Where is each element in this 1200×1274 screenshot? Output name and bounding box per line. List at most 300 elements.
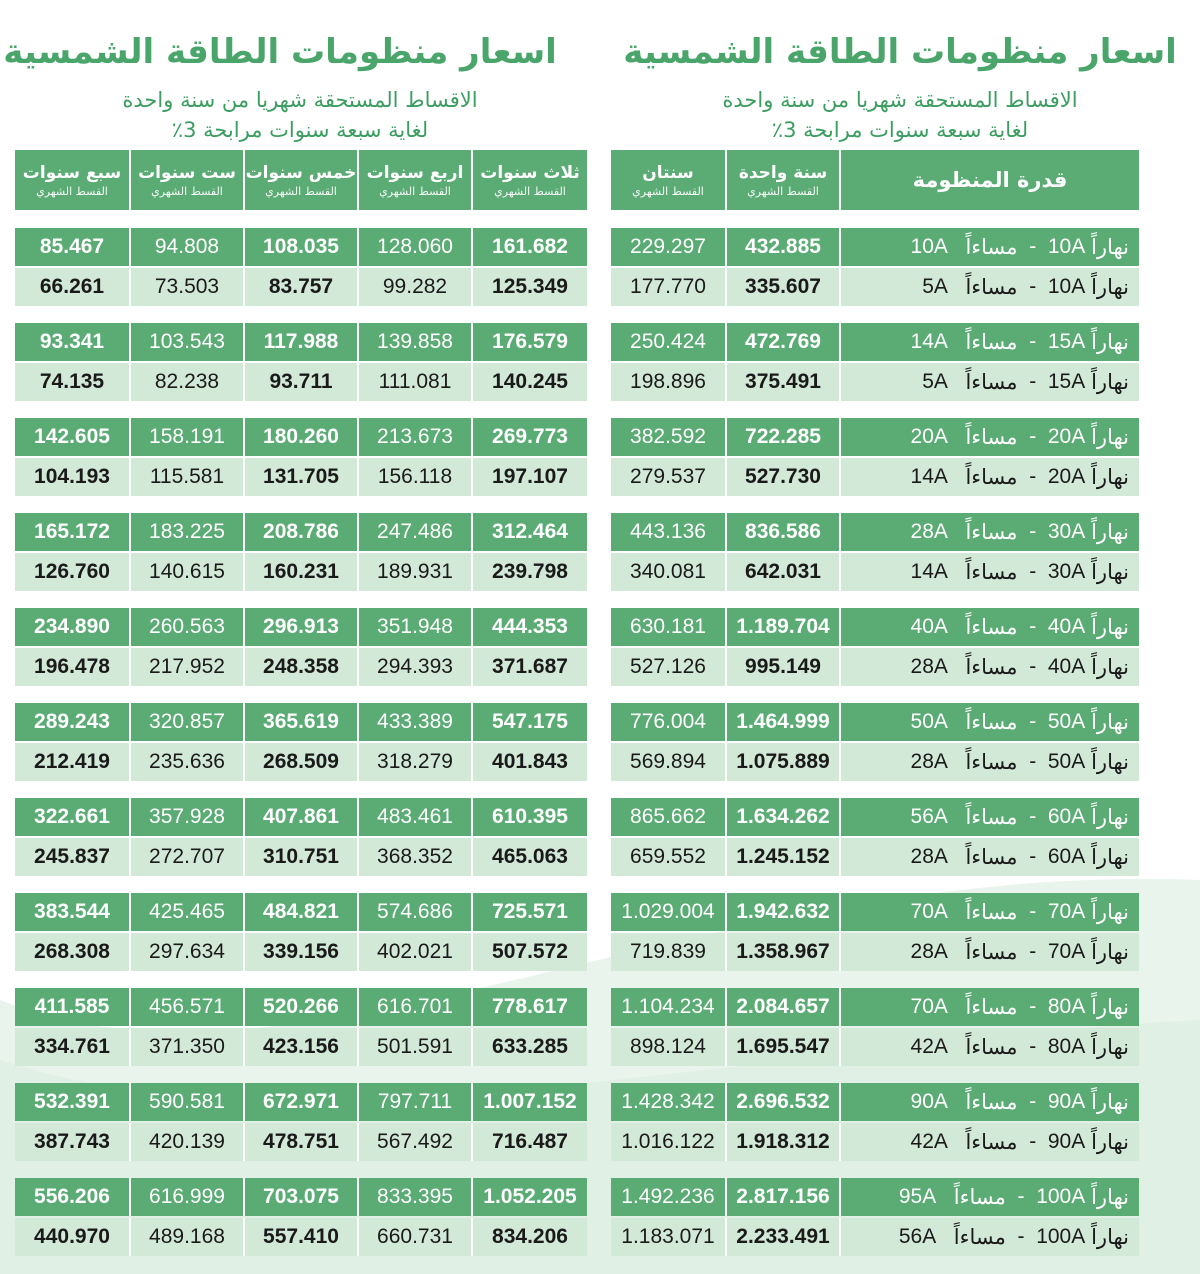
table-row [611,1178,1139,1216]
price-cell-two-years: 719.839 [611,933,725,971]
price-cell-one-year: 1.942.632 [725,893,839,931]
table-row [611,553,1139,591]
night-label: مساءاً [965,1035,1018,1059]
capacity-cell [839,988,1139,1026]
night-label: مساءاً [965,560,1018,584]
price-cell: 260.563 [129,608,243,646]
price-cell-two-years: 1.029.004 [611,893,725,931]
capacity-cell [839,608,1139,646]
night-amps: 20A [910,425,948,448]
price-cell: 74.135 [15,363,129,401]
price-cell-one-year: 1.634.262 [725,798,839,836]
spacer [948,710,966,734]
left-header-cell [357,150,471,210]
price-cell: 716.487 [471,1123,587,1161]
price-cell-one-year: 2.817.156 [725,1178,839,1216]
price-cell: 440.970 [15,1218,129,1256]
night-amps: 70A [910,995,948,1018]
night-label: مساءاً [965,710,1018,734]
price-cell: 142.605 [15,418,129,456]
day-amps: 90A [1047,1090,1086,1113]
table-row [15,988,587,1026]
price-cell-two-years: 340.081 [611,553,725,591]
night-amps: 5A [922,370,948,393]
price-cell: 245.837 [15,838,129,876]
price-cell: 318.279 [357,743,471,781]
spacer [936,1225,954,1249]
night-label: مساءاً [965,425,1018,449]
price-cell: 126.760 [15,553,129,591]
spacer [948,275,966,299]
price-cell-one-year: 2.084.657 [725,988,839,1026]
price-cell: 269.773 [471,418,587,456]
day-amps: 100A [1036,1225,1086,1248]
dash: - [1017,655,1048,678]
left-header-sub: القسط الشهري [151,184,223,198]
capacity-cell [839,743,1139,781]
table-row [611,1218,1139,1256]
day-amps: 90A [1047,1130,1086,1153]
day-amps: 60A [1047,845,1086,868]
day-label: نهاراً [1091,560,1129,584]
table-row [611,838,1139,876]
price-cell: 411.585 [15,988,129,1026]
price-cell: 160.231 [243,553,357,591]
price-cell: 368.352 [357,838,471,876]
price-cell-one-year: 722.285 [725,418,839,456]
dash: - [1017,1090,1048,1113]
day-amps: 40A [1047,615,1086,638]
price-cell-one-year: 1.918.312 [725,1123,839,1161]
night-label: مساءاً [965,235,1018,259]
capacity-cell [839,228,1139,266]
night-amps: 14A [910,465,948,488]
price-cell: 834.206 [471,1218,587,1256]
price-cell-two-years: 279.537 [611,458,725,496]
price-cell-two-years: 1.016.122 [611,1123,725,1161]
capacity-cell [839,838,1139,876]
price-cell: 501.591 [357,1028,471,1066]
spacer [948,465,966,489]
day-label: نهاراً [1091,1035,1129,1059]
table-row [611,323,1139,361]
price-cell: 111.081 [357,363,471,401]
dash: - [1005,1185,1037,1208]
price-cell: 387.743 [15,1123,129,1161]
dash: - [1017,275,1048,298]
price-cell: 433.389 [357,703,471,741]
price-cell: 465.063 [471,838,587,876]
price-cell-one-year: 527.730 [725,458,839,496]
price-cell: 297.634 [129,933,243,971]
price-cell: 532.391 [15,1083,129,1121]
day-amps: 60A [1047,805,1086,828]
table-row [15,1218,587,1256]
dash: - [1017,845,1048,868]
price-cell: 725.571 [471,893,587,931]
price-cell: 703.075 [243,1178,357,1216]
dash: - [1017,900,1048,923]
table-row [15,743,587,781]
table-row [15,648,587,686]
night-label: مساءاً [965,520,1018,544]
day-label: نهاراً [1091,370,1129,394]
dash: - [1017,1035,1048,1058]
price-cell: 383.544 [15,893,129,931]
price-cell-two-years: 659.552 [611,838,725,876]
price-cell: 507.572 [471,933,587,971]
night-amps: 95A [898,1185,937,1208]
left-header-cell [15,150,129,210]
dash: - [1017,235,1048,258]
day-label: نهاراً [1091,465,1129,489]
night-label: مساءاً [965,615,1018,639]
table-row [611,703,1139,741]
spacer [948,330,966,354]
spacer [948,940,966,964]
price-cell: 312.464 [471,513,587,551]
day-amps: 70A [1047,900,1086,923]
day-amps: 20A [1047,425,1086,448]
price-cell: 778.617 [471,988,587,1026]
price-cell: 176.579 [471,323,587,361]
day-label: نهاراً [1091,900,1129,924]
price-cell: 567.492 [357,1123,471,1161]
price-cell: 320.857 [129,703,243,741]
price-cell: 833.395 [357,1178,471,1216]
left-header-sub: القسط الشهري [379,184,451,198]
day-label: نهاراً [1091,845,1129,869]
price-cell: 66.261 [15,268,129,306]
day-label: نهاراً [1091,275,1129,299]
night-label: مساءاً [965,805,1018,829]
table-row [15,363,587,401]
day-amps: 30A [1047,520,1086,543]
price-cell: 82.238 [129,363,243,401]
left-header-cell [243,150,357,210]
table-row [15,1123,587,1161]
capacity-cell [839,798,1139,836]
price-cell-one-year: 995.149 [725,648,839,686]
day-label: نهاراً [1091,1090,1129,1114]
capacity-cell [839,418,1139,456]
price-cell: 268.509 [243,743,357,781]
price-cell: 547.175 [471,703,587,741]
day-amps: 10A [1047,275,1086,298]
night-amps: 28A [910,750,948,773]
spacer [948,1130,966,1154]
capacity-cell [839,1028,1139,1066]
price-cell-one-year: 1.695.547 [725,1028,839,1066]
table-row [611,648,1139,686]
price-cell: 456.571 [129,988,243,1026]
night-amps: 56A [910,805,948,828]
table-row [611,1028,1139,1066]
price-cell: 483.461 [357,798,471,836]
left-header-sub: القسط الشهري [494,184,566,198]
table-row [611,608,1139,646]
spacer [936,1185,954,1209]
spacer [948,655,966,679]
right-subtitle-2: لغاية سبعة سنوات مرابحة 3٪ [771,118,1029,142]
spacer [948,1090,966,1114]
night-label: مساءاً [965,1130,1018,1154]
day-amps: 80A [1047,995,1086,1018]
table-row [611,458,1139,496]
dash: - [1017,750,1048,773]
spacer [948,845,966,869]
table-row [611,1083,1139,1121]
price-cell: 272.707 [129,838,243,876]
table-row [15,228,587,266]
price-cell: 213.673 [357,418,471,456]
price-cell: 158.191 [129,418,243,456]
day-label: نهاراً [1091,1185,1129,1209]
table-row [611,363,1139,401]
price-cell-one-year: 375.491 [725,363,839,401]
left-subtitle-1: الاقساط المستحقة شهريا من سنة واحدة [122,88,478,112]
price-cell: 131.705 [243,458,357,496]
price-cell: 235.636 [129,743,243,781]
night-amps: 70A [910,900,948,923]
price-cell-two-years: 177.770 [611,268,725,306]
day-amps: 50A [1047,710,1086,733]
table-row [611,1123,1139,1161]
capacity-cell [839,363,1139,401]
price-cell: 180.260 [243,418,357,456]
price-cell-one-year: 1.189.704 [725,608,839,646]
dash: - [1017,465,1048,488]
night-label: مساءاً [965,900,1018,924]
price-cell-two-years: 898.124 [611,1028,725,1066]
day-label: نهاراً [1091,995,1129,1019]
price-cell: 401.843 [471,743,587,781]
price-cell: 590.581 [129,1083,243,1121]
capacity-cell [839,1178,1139,1216]
right-subtitle-1: الاقساط المستحقة شهريا من سنة واحدة [722,88,1078,112]
dash: - [1017,330,1048,353]
day-label: نهاراً [1091,750,1129,774]
table-row [15,838,587,876]
night-label: مساءاً [965,275,1018,299]
table-row [15,1178,587,1216]
price-cell: 128.060 [357,228,471,266]
spacer [948,805,966,829]
dash: - [1017,520,1048,543]
left-header-label: خمس سنوات [245,162,357,183]
price-cell: 489.168 [129,1218,243,1256]
price-cell-one-year: 2.696.532 [725,1083,839,1121]
price-cell: 93.711 [243,363,357,401]
right-title: اسعار منظومات الطاقة الشمسية [623,32,1177,72]
day-amps: 40A [1047,655,1086,678]
table-row [611,893,1139,931]
price-cell: 294.393 [357,648,471,686]
capacity-cell [839,1123,1139,1161]
day-amps: 100A [1036,1185,1086,1208]
price-cell: 484.821 [243,893,357,931]
left-table-header [15,150,587,210]
table-row [15,798,587,836]
day-amps: 30A [1047,560,1086,583]
night-amps: 56A [898,1225,937,1248]
left-header-cell [471,150,587,210]
price-cell-two-years: 865.662 [611,798,725,836]
night-amps: 42A [910,1035,948,1058]
price-cell: 239.798 [471,553,587,591]
night-amps: 5A [922,275,948,298]
spacer [948,995,966,1019]
night-amps: 28A [910,940,948,963]
left-header-sub: القسط الشهري [265,184,337,198]
price-cell: 296.913 [243,608,357,646]
night-amps: 28A [910,655,948,678]
price-cell: 334.761 [15,1028,129,1066]
price-cell-two-years: 198.896 [611,363,725,401]
day-label: نهاراً [1091,805,1129,829]
price-cell: 165.172 [15,513,129,551]
price-cell: 103.543 [129,323,243,361]
price-cell-two-years: 443.136 [611,513,725,551]
dash: - [1017,710,1048,733]
price-cell: 117.988 [243,323,357,361]
table-row [611,268,1139,306]
table-row [15,513,587,551]
price-cell: 797.711 [357,1083,471,1121]
right-table-header [611,150,1139,210]
price-cell-two-years: 1.492.236 [611,1178,725,1216]
capacity-cell [839,553,1139,591]
price-cell-one-year: 836.586 [725,513,839,551]
price-cell: 407.861 [243,798,357,836]
night-amps: 28A [910,845,948,868]
price-cell: 189.931 [357,553,471,591]
price-cell: 351.948 [357,608,471,646]
table-row [15,553,587,591]
right-header-sub: القسط الشهري [747,184,819,198]
price-cell: 183.225 [129,513,243,551]
price-cell: 289.243 [15,703,129,741]
day-label: نهاراً [1091,655,1129,679]
left-header-label: سبع سنوات [22,162,122,183]
spacer [948,235,966,259]
day-amps: 10A [1047,235,1086,258]
price-cell-two-years: 630.181 [611,608,725,646]
dash: - [1005,1225,1037,1248]
price-cell: 425.465 [129,893,243,931]
capacity-cell [839,1083,1139,1121]
spacer [948,1035,966,1059]
price-cell: 610.395 [471,798,587,836]
price-cell: 444.353 [471,608,587,646]
price-cell: 99.282 [357,268,471,306]
price-cell-two-years: 1.183.071 [611,1218,725,1256]
price-cell-one-year: 1.358.967 [725,933,839,971]
price-cell-one-year: 472.769 [725,323,839,361]
price-cell: 140.615 [129,553,243,591]
night-amps: 40A [910,615,948,638]
capacity-cell [839,703,1139,741]
right-panel [600,0,1200,1274]
left-header-label: اربع سنوات [366,162,464,183]
day-amps: 20A [1047,465,1086,488]
price-cell: 402.021 [357,933,471,971]
night-amps: 14A [910,560,948,583]
table-row [15,933,587,971]
right-header-label: قدرة المنظومة [912,168,1068,192]
price-cell: 1.007.152 [471,1083,587,1121]
dash: - [1017,425,1048,448]
right-header-sub: القسط الشهري [632,184,704,198]
table-row [15,1083,587,1121]
table-row [15,323,587,361]
price-cell: 616.701 [357,988,471,1026]
price-cell: 672.971 [243,1083,357,1121]
capacity-cell [839,268,1139,306]
price-cell: 616.999 [129,1178,243,1216]
day-label: نهاراً [1091,425,1129,449]
table-row [611,228,1139,266]
night-label: مساءاً [965,465,1018,489]
dash: - [1017,560,1048,583]
right-header-cell [725,150,839,210]
price-cell-one-year: 1.075.889 [725,743,839,781]
capacity-cell [839,323,1139,361]
price-cell-two-years: 776.004 [611,703,725,741]
table-row [611,798,1139,836]
table-row [611,513,1139,551]
table-row [15,418,587,456]
table-row [611,933,1139,971]
night-amps: 10A [910,235,948,258]
price-cell: 139.858 [357,323,471,361]
spacer [948,425,966,449]
capacity-cell [839,513,1139,551]
spacer [948,900,966,924]
table-row [15,608,587,646]
price-cell-one-year: 432.885 [725,228,839,266]
table-row [15,703,587,741]
price-cell-two-years: 569.894 [611,743,725,781]
day-label: نهاراً [1091,235,1129,259]
table-row [611,988,1139,1026]
price-cell: 104.193 [15,458,129,496]
price-cell: 140.245 [471,363,587,401]
day-amps: 15A [1047,370,1086,393]
price-cell: 73.503 [129,268,243,306]
price-cell: 85.467 [15,228,129,266]
price-cell: 371.687 [471,648,587,686]
price-cell: 234.890 [15,608,129,646]
price-cell-two-years: 250.424 [611,323,725,361]
day-label: نهاراً [1091,1130,1129,1154]
day-label: نهاراً [1091,710,1129,734]
right-header-label: سنة واحدة [738,162,828,183]
dash: - [1017,615,1048,638]
dash: - [1017,370,1048,393]
price-cell-two-years: 1.428.342 [611,1083,725,1121]
day-amps: 80A [1047,1035,1086,1058]
night-label: مساءاً [953,1185,1006,1209]
price-cell: 197.107 [471,458,587,496]
price-cell: 83.757 [243,268,357,306]
price-cell-two-years: 382.592 [611,418,725,456]
price-cell: 660.731 [357,1218,471,1256]
day-label: نهاراً [1091,330,1129,354]
capacity-cell [839,458,1139,496]
price-cell: 212.419 [15,743,129,781]
night-amps: 28A [910,520,948,543]
